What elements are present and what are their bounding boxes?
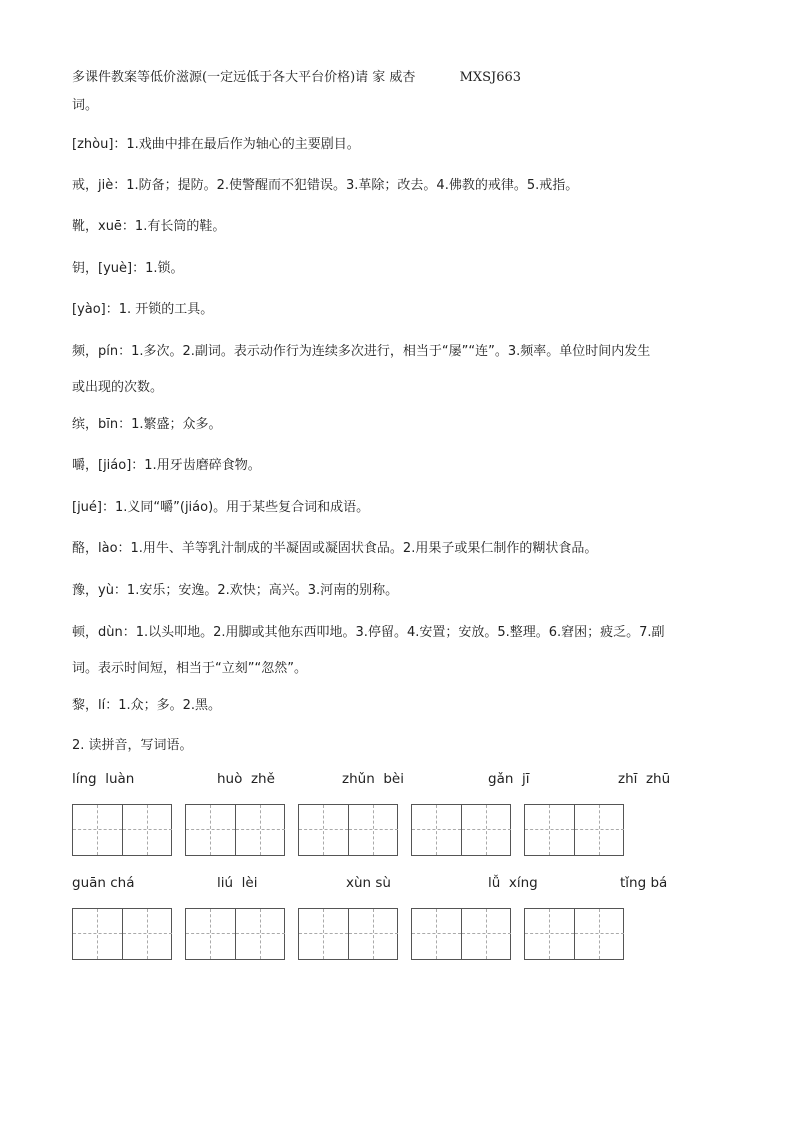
writing-cell[interactable] [235, 805, 285, 855]
writing-cell[interactable] [461, 909, 511, 959]
writing-cell[interactable] [348, 805, 398, 855]
definition-line: [zhòu]：1.戏曲中排在最后作为轴心的主要剧目。 [72, 137, 360, 152]
definition-line: 频，pín：1.多次。2.副词。表示动作行为连续多次进行，相当于“屡”“连”。3.频率。单位时间内发生 [72, 344, 651, 359]
definition-line: 词。 [72, 98, 99, 113]
pinyin-label: liú lèi [217, 875, 258, 891]
writing-box[interactable] [298, 908, 398, 960]
pinyin-label: xùn sù [346, 875, 391, 891]
definition-line: 戒，jiè：1.防备；提防。2.使警醒而不犯错误。3.革除；改去。4.佛教的戒律。5.戒指。 [72, 178, 579, 193]
writing-box[interactable] [185, 908, 285, 960]
definition-line: 或出现的次数。 [72, 380, 164, 395]
writing-cell[interactable] [574, 909, 624, 959]
writing-cell[interactable] [186, 805, 235, 855]
definition-line: 靴，xuē：1.有长筒的鞋。 [72, 219, 226, 234]
definition-line: [jué]：1.义同“嚼”(jiáo)。用于某些复合词和成语。 [72, 500, 370, 515]
definition-line: 缤，bīn：1.繁盛；众多。 [72, 417, 222, 432]
writing-cell[interactable] [412, 805, 461, 855]
header-code: MXSJ663 [459, 70, 522, 85]
pinyin-label: zhī zhū [618, 771, 671, 787]
pinyin-row [0, 770, 794, 788]
section-title: 2. 读拼音，写词语。 [72, 738, 193, 753]
writing-cell[interactable] [299, 805, 348, 855]
pinyin-label: líng luàn [72, 771, 135, 787]
writing-cell[interactable] [186, 909, 235, 959]
writing-cell[interactable] [73, 909, 122, 959]
pinyin-label: gǎn jī [488, 771, 530, 787]
pinyin-label: tǐng bá [620, 875, 668, 891]
writing-cell[interactable] [525, 909, 574, 959]
definition-line: 黎，lí：1.众；多。2.黑。 [72, 698, 222, 713]
writing-cell[interactable] [122, 909, 172, 959]
writing-box[interactable] [411, 804, 511, 856]
writing-box[interactable] [72, 804, 172, 856]
writing-cell[interactable] [73, 805, 122, 855]
definition-line: 酪，lào：1.用牛、羊等乳汁制成的半凝固或凝固状食品。2.用果子或果仁制作的糊状食品。 [72, 541, 598, 556]
writing-box-row [0, 804, 794, 856]
writing-box[interactable] [72, 908, 172, 960]
writing-box[interactable] [524, 804, 624, 856]
writing-cell[interactable] [574, 805, 624, 855]
writing-box-row [0, 908, 794, 960]
definition-line: 钥，[yuè]：1.锁。 [72, 261, 184, 276]
writing-box[interactable] [185, 804, 285, 856]
writing-cell[interactable] [461, 805, 511, 855]
writing-box[interactable] [411, 908, 511, 960]
header-text: 多课件教案等低价滋源(一定远低于各大平台价格)请 家 威杏 [72, 70, 416, 85]
definition-line: 顿，dùn：1.以头叩地。2.用脚或其他东西叩地。3.停留。4.安置；安放。5.整理。6.窘困；疲乏。7.副 [72, 625, 665, 640]
writing-cell[interactable] [235, 909, 285, 959]
writing-cell[interactable] [525, 805, 574, 855]
definition-line: 词。表示时间短，相当于“立刻”“忽然”。 [72, 661, 307, 676]
pinyin-label: huò zhě [217, 771, 275, 787]
pinyin-row [0, 874, 794, 892]
writing-cell[interactable] [348, 909, 398, 959]
writing-cell[interactable] [299, 909, 348, 959]
writing-cell[interactable] [412, 909, 461, 959]
pinyin-label: lǚ xíng [488, 875, 538, 891]
writing-cell[interactable] [122, 805, 172, 855]
definition-line: [yào]：1. 开锁的工具。 [72, 302, 214, 317]
pinyin-label: zhǔn bèi [342, 771, 404, 787]
writing-box[interactable] [524, 908, 624, 960]
definition-line: 嚼，[jiáo]：1.用牙齿磨碎食物。 [72, 458, 261, 473]
writing-box[interactable] [298, 804, 398, 856]
pinyin-label: guān chá [72, 875, 135, 891]
page-header [72, 66, 521, 85]
definition-line: 豫，yù：1.安乐；安逸。2.欢快；高兴。3.河南的别称。 [72, 583, 399, 598]
